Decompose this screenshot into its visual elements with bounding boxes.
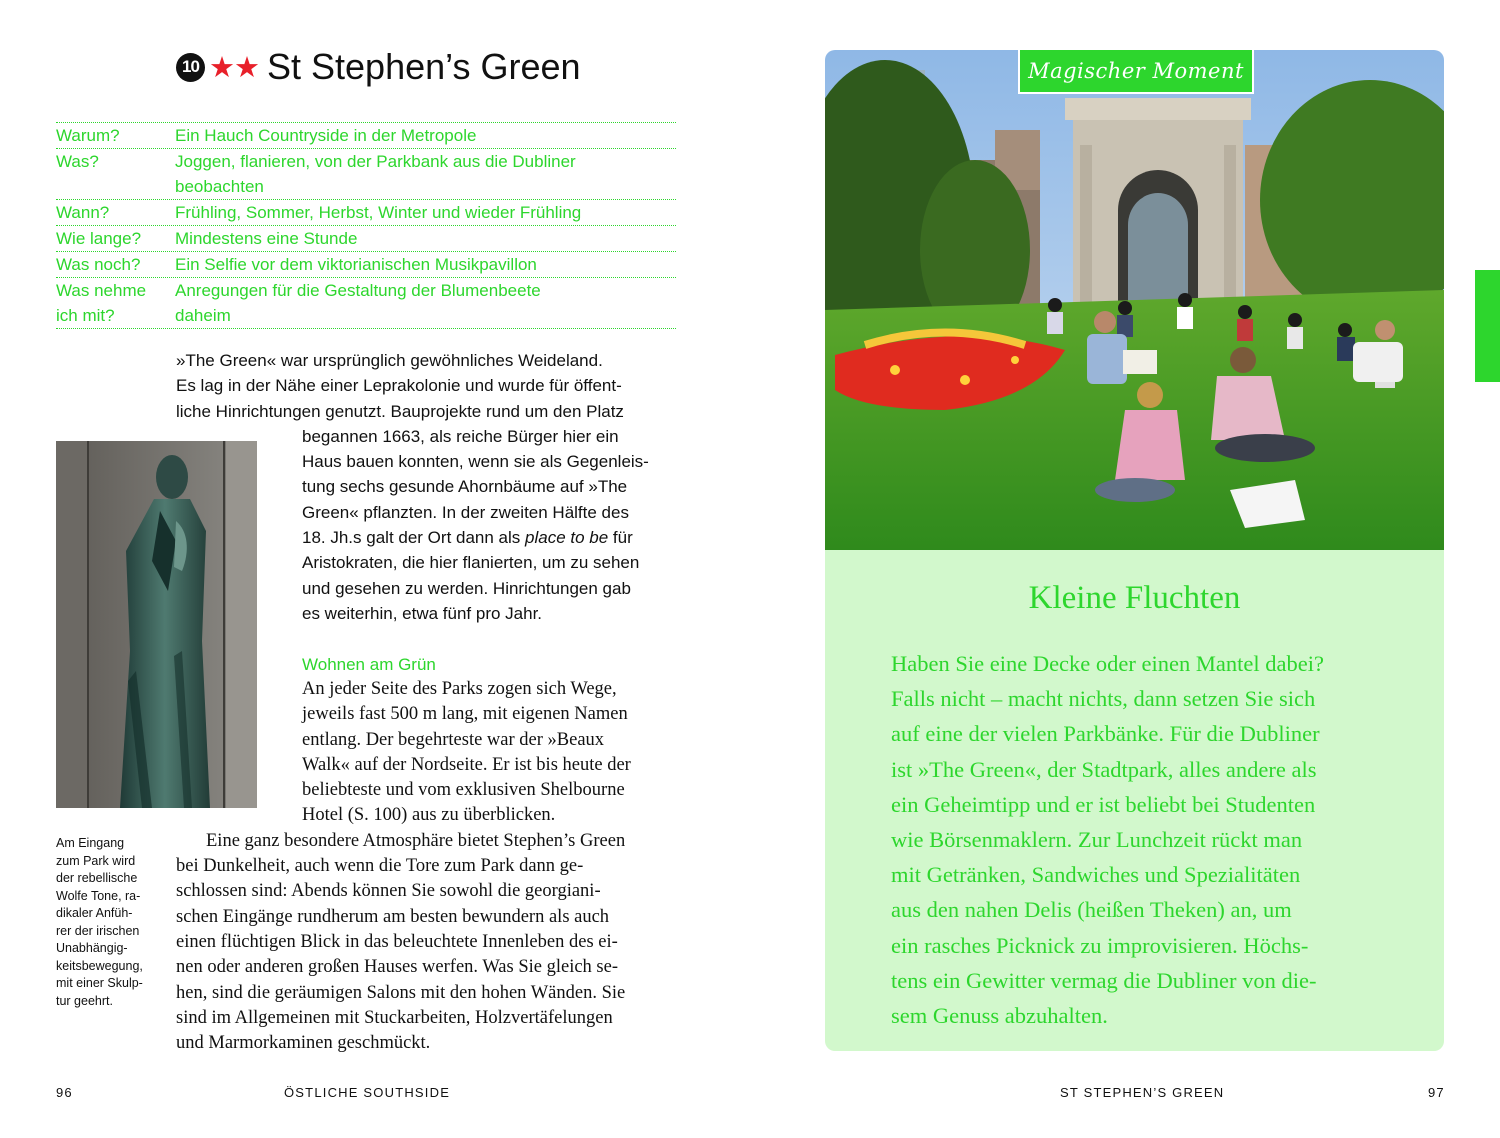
photo-caption: [56, 835, 156, 1010]
feature-line: tens ein Gewitter vermag die Dubliner von die-: [891, 967, 1317, 993]
intro-line: liche Hinrichtungen genutzt. Bauprojekte rund um den Platz: [176, 401, 624, 421]
fact-label: [56, 200, 159, 225]
feature-line: wie Börsenmaklern. Zur Lunchzeit rückt man: [891, 827, 1303, 853]
intro-line-pre: 18. Jh.s galt der Ort dann als: [302, 528, 526, 548]
caption-line: tur geehrt.: [56, 993, 113, 1008]
section-line: hen, sind die geräumigen Salons mit den hohen Wänden. Sie: [176, 982, 626, 1003]
fact-label: [56, 149, 159, 199]
fact-value-line: Joggen, flanieren, von der Parkbank aus die Dubliner: [175, 152, 576, 171]
chapter-thumb-tab: [1475, 270, 1500, 382]
fact-value-line: daheim: [175, 306, 231, 325]
fact-value: [175, 200, 676, 225]
feature-text: [891, 646, 1411, 1033]
section-line: und Marmorkaminen geschmückt.: [176, 1033, 431, 1054]
fact-value-line: Anregungen für die Gestaltung der Blumenbeete: [175, 281, 541, 300]
fact-label: [56, 123, 159, 148]
caption-line: rer der irischen: [56, 923, 140, 938]
fact-label-line: Warum?: [56, 126, 120, 145]
intro-line: und gesehen zu werden. Hinrichtungen gab: [302, 578, 631, 598]
fact-row: [56, 148, 676, 199]
fact-value-line: Mindestens eine Stunde: [175, 229, 358, 248]
fact-label-line: Wann?: [56, 203, 110, 222]
feature-line: Falls nicht – macht nichts, dann setzen Sie sich: [891, 686, 1316, 712]
fact-label-line: Was noch?: [56, 255, 141, 274]
feature-line: ein Geheimtipp und er ist beliebt bei Studenten: [891, 791, 1316, 817]
fact-value-line: beobachten: [175, 177, 264, 196]
section-line: bei Dunkelheit, auch wenn die Tore zum Park dann ge-: [176, 856, 584, 877]
feature-line: mit Getränken, Sandwiches und Spezialitäten: [891, 862, 1301, 888]
intro-line: begannen 1663, als reiche Bürger hier ein: [302, 426, 619, 446]
fact-value: [175, 123, 676, 148]
right-page-number: 97: [1428, 1085, 1445, 1100]
fact-label-line: Was nehme: [56, 281, 147, 300]
section-line: entlang. Der begehrteste war der »Beaux: [302, 729, 605, 750]
fact-value-line: Ein Hauch Countryside in der Metropole: [175, 126, 477, 145]
section-line: schlossen sind: Abends können Sie sowohl die georgiani-: [176, 881, 601, 902]
caption-line: Wolfe Tone, ra-: [56, 888, 141, 903]
feature-line: sem Genuss abzuhalten.: [891, 1003, 1108, 1029]
left-page-number: 96: [56, 1085, 73, 1100]
fact-row: [56, 251, 676, 277]
intro-line: Green« pflanzten. In der zweiten Hälfte des: [302, 502, 629, 522]
fact-row: [56, 225, 676, 251]
italic-phrase: place to be: [525, 528, 609, 548]
intro-line: tung sechs gesunde Ahornbäume auf »The: [302, 477, 628, 497]
caption-line: Unabhängig-: [56, 941, 128, 955]
fact-label-line: ich mit?: [56, 306, 115, 325]
intro-line: es weiterhin, etwa fünf pro Jahr.: [302, 603, 543, 623]
section-line: An jeder Seite des Parks zogen sich Wege,: [302, 679, 617, 699]
caption-line: zum Park wird: [56, 853, 136, 868]
caption-line: mit einer Skulp-: [56, 976, 143, 990]
fact-label-line: Wie lange?: [56, 229, 142, 248]
fact-row: [56, 122, 676, 148]
intro-line: Aristokraten, die hier flanierten, um zu sehen: [302, 553, 640, 573]
caption-line: Am Eingang: [56, 836, 125, 850]
fact-label-line: Was?: [56, 152, 99, 171]
park-photo: [825, 50, 1444, 550]
intro-line: »The Green« war ursprünglich gewöhnliches Weideland.: [176, 351, 603, 370]
section-line: einen flüchtigen Blick in das beleuchtete Innenleben des ei-: [176, 931, 618, 952]
section-heading: Wohnen am Grün: [302, 655, 436, 674]
title-row: [176, 44, 581, 90]
section-line: Walk« auf der Nordseite. Er ist bis heute der: [302, 754, 631, 775]
fact-value: [175, 278, 676, 328]
section-text: [176, 677, 676, 1056]
fact-label: [56, 226, 159, 251]
left-running-head: ÖSTLICHE SOUTHSIDE: [284, 1085, 451, 1100]
intro-line-post: für: [608, 528, 633, 548]
caption-line: dikaler Anfüh-: [56, 906, 133, 920]
magic-moment-badge: Magischer Moment: [1018, 50, 1254, 94]
feature-title: Kleine Fluchten: [1028, 580, 1241, 616]
feature-box: [825, 550, 1444, 1051]
feature-line: Haben Sie eine Decke oder einen Mantel dabei?: [891, 651, 1324, 676]
section-line: schen Eingänge rundherum am besten bewundern als auch: [176, 906, 610, 927]
right-running-head: ST STEPHEN’S GREEN: [1060, 1085, 1225, 1100]
caption-line: der rebellische: [56, 871, 138, 885]
facts-table: [56, 122, 676, 329]
fact-value: [175, 252, 676, 277]
section-line: sind im Allgemeinen mit Stuckarbeiten, Holzvertäfelungen: [176, 1007, 613, 1028]
section-line: nen oder anderen großen Hauses werfen. Was Sie gleich se-: [176, 957, 619, 978]
feature-line: aus den nahen Delis (heißen Theken) an, um: [891, 897, 1292, 923]
feature-line: ist »The Green«, der Stadtpark, alles andere als: [891, 756, 1317, 782]
intro-line: Es lag in der Nähe einer Leprakolonie und wurde für öffent-: [176, 376, 622, 396]
feature-line: auf eine der vielen Parkbänke. Für die Dubliner: [891, 721, 1320, 747]
fact-value-line: Ein Selfie vor dem viktorianischen Musikpavillon: [175, 255, 537, 274]
caption-line: keitsbewegung,: [56, 958, 143, 973]
rating-stars: ★★: [209, 51, 259, 84]
fact-value-line: Frühling, Sommer, Herbst, Winter und wieder Frühling: [175, 203, 582, 222]
section-line: jeweils fast 500 m lang, mit eigenen Namen: [302, 704, 628, 725]
fact-label: [56, 278, 159, 328]
intro-line: Haus bauen konnten, wenn sie als Gegenleis-: [302, 452, 649, 472]
page-title: St Stephen’s Green: [267, 46, 581, 87]
feature-line: ein rasches Picknick zu improvisieren. Höchs-: [891, 932, 1309, 958]
fact-row: [56, 199, 676, 225]
sight-number-badge: 10: [176, 53, 205, 82]
section-line: Hotel (S. 100) aus zu überblicken.: [302, 805, 556, 826]
section-line: Eine ganz besondere Atmosphäre bietet Stephen’s Green: [206, 830, 626, 851]
section-line: beliebteste und vom exklusiven Shelbourne: [302, 780, 625, 801]
fact-value: [175, 149, 676, 199]
fact-label: [56, 252, 159, 277]
fact-row: [56, 277, 676, 329]
fact-value: [175, 226, 676, 251]
